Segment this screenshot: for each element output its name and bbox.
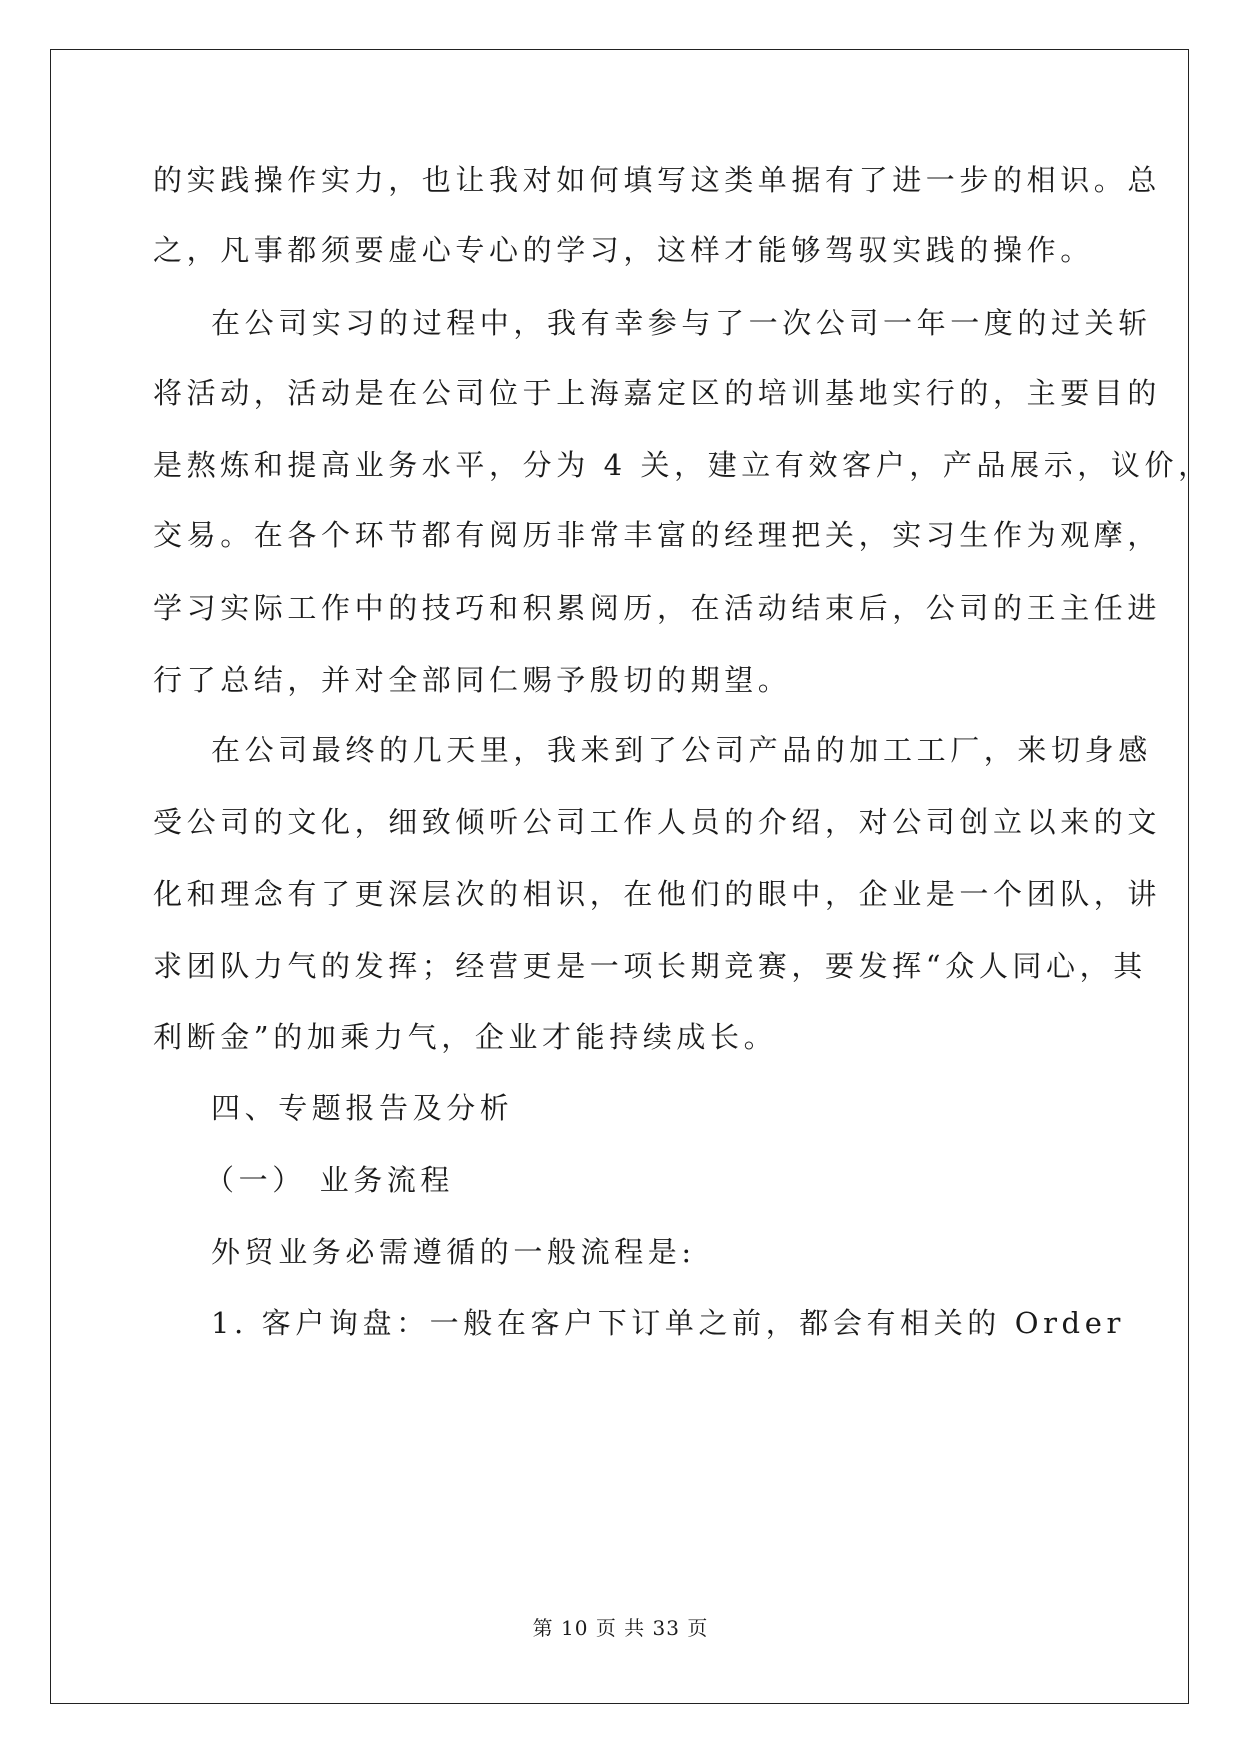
text-line: 是熬炼和提高业务水平，分为 4 关，建立有效客户，产品展示，议价， [153, 448, 1212, 482]
text-line: 交易。在各个环节都有阅历非常丰富的经理把关，实习生作为观摩， [153, 518, 1162, 552]
page-number-footer: 第 10 页 共 33 页 [532, 1616, 709, 1640]
text-line: 将活动，活动是在公司位于上海嘉定区的培训基地实行的，主要目的 [153, 376, 1162, 410]
section-heading: 四、专题报告及分析 [211, 1091, 514, 1125]
paragraph-start-line: 外贸业务必需遵循的一般流程是: [211, 1235, 696, 1269]
paragraph-start-line: 在公司实习的过程中，我有幸参与了一次公司一年一度的过关斩 [211, 306, 1152, 340]
list-item-line: 1. 客户询盘：一般在客户下订单之前，都会有相关的 Order [211, 1306, 1125, 1340]
text-line: 之，凡事都须要虚心专心的学习，这样才能够驾驭实践的操作。 [153, 233, 1094, 267]
paragraph-start-line: 在公司最终的几天里，我来到了公司产品的加工工厂，来切身感 [211, 733, 1152, 767]
text-line: 求团队力气的发挥；经营更是一项长期竞赛，要发挥“众人同心，其 [153, 949, 1147, 983]
text-line: 的实践操作实力，也让我对如何填写这类单据有了进一步的相识。总 [153, 163, 1162, 197]
subsection-heading: （一） 业务流程 [205, 1163, 455, 1197]
text-line: 行了总结，并对全部同仁赐予殷切的期望。 [153, 663, 792, 697]
text-line: 利断金”的加乘力气，企业才能持续成长。 [153, 1020, 778, 1054]
text-line: 化和理念有了更深层次的相识，在他们的眼中，企业是一个团队，讲 [153, 877, 1162, 911]
text-line: 受公司的文化，细致倾听公司工作人员的介绍，对公司创立以来的文 [153, 805, 1162, 839]
text-line: 学习实际工作中的技巧和积累阅历，在活动结束后，公司的王主任进 [153, 591, 1162, 625]
